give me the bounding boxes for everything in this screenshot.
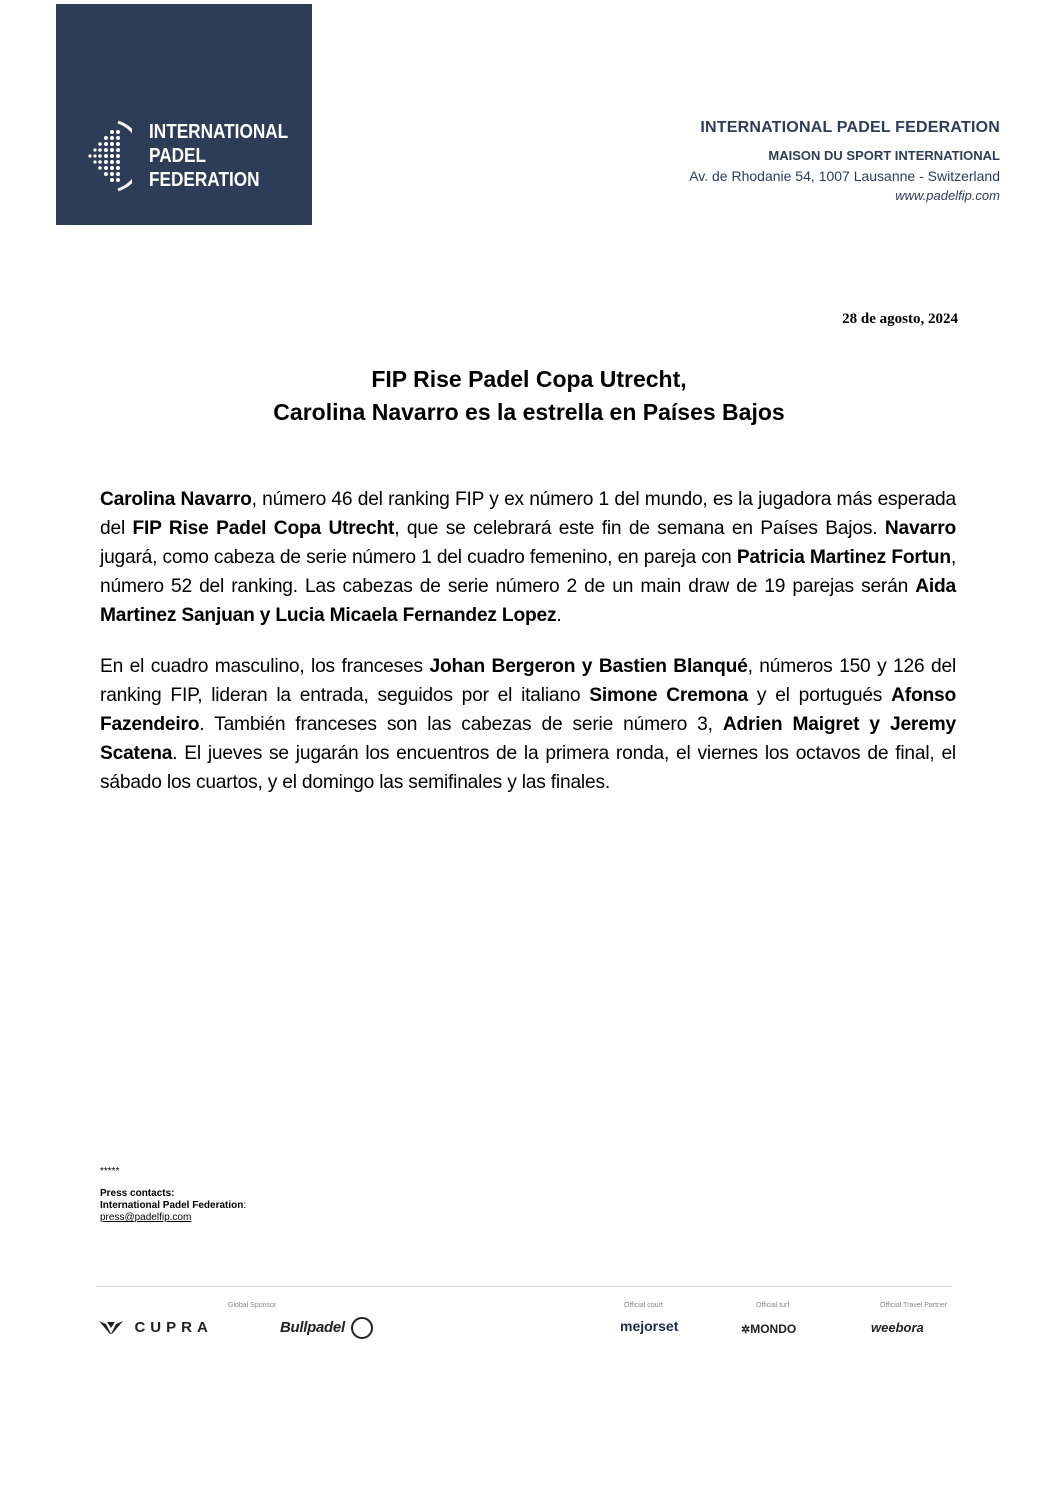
bold-name: Carolina Navarro — [100, 489, 252, 510]
title-line-2: Carolina Navarro es la estrella en Países Bajos — [273, 399, 785, 425]
org-website-link[interactable]: www.padelfip.com — [895, 188, 1000, 203]
contacts-colon: : — [243, 1200, 247, 1211]
bold-name: Adrien Maigret y Jeremy Scatena — [100, 714, 956, 764]
text-run: , números 150 y 126 del ranking FIP, lideran la entrada, seguidos por el italiano — [100, 656, 957, 706]
text-run: , que se celebrará este fin de semana en Países Bajos. — [394, 518, 885, 539]
text-run: . El jueves se jugarán los encuentros de la primera ronda, el viernes los octavos de final, el sábado los cuartos, y el domingo las semifinales y las finales. — [100, 743, 956, 793]
fip-logo-wordmark — [149, 120, 288, 192]
press-contacts — [100, 1166, 246, 1224]
document-date: 28 de agosto, 2024 — [842, 311, 958, 327]
mejorset-logo — [620, 1318, 678, 1336]
caption-official-court: Official court — [624, 1302, 663, 1309]
bullpadel-wordmark: Bullpadel — [280, 1319, 345, 1337]
title-line-1: FIP Rise Padel Copa Utrecht, — [371, 366, 687, 392]
bold-event: FIP Rise Padel Copa Utrecht — [132, 518, 395, 539]
bold-name: Aida Martinez Sanjuan y Lucia Micaela Fernandez Lopez — [100, 576, 956, 626]
logo-line-1: INTERNATIONAL — [149, 121, 289, 143]
fip-logo-block — [56, 4, 312, 225]
article-body — [100, 485, 956, 819]
mondo-wordmark: MONDO — [750, 1322, 797, 1336]
footer-divider — [96, 1286, 952, 1287]
fip-ball-logo-icon — [84, 116, 132, 196]
weebora-logo — [871, 1319, 924, 1337]
bold-name: Simone Cremona — [589, 685, 748, 706]
org-subtitle: MAISON DU SPORT INTERNATIONAL — [768, 148, 1000, 163]
cupra-logo — [98, 1318, 213, 1336]
contacts-org: International Padel Federation — [100, 1200, 244, 1211]
caption-global-sponsor: Global Sponsor — [228, 1302, 277, 1309]
press-release-title — [0, 363, 1058, 429]
separator-stars: ***** — [100, 1166, 120, 1177]
text-run: y el portugués — [748, 685, 892, 706]
cupra-wordmark: CUPRA — [134, 1318, 213, 1336]
bullpadel-logo — [280, 1317, 373, 1339]
mondo-mark-icon: ✲ — [741, 1324, 751, 1336]
text-run: . También franceses son las cabezas de serie número 3, — [199, 714, 723, 735]
cupra-emblem-icon — [98, 1318, 124, 1336]
text-run: En el cuadro masculino, los franceses — [100, 656, 430, 677]
paragraph-1 — [100, 485, 956, 630]
press-email-link[interactable]: press@padelfip.com — [100, 1212, 192, 1223]
logo-line-3: FEDERATION — [149, 169, 260, 191]
org-address: Av. de Rhodanie 54, 1007 Lausanne - Switzerland — [689, 168, 1000, 184]
bullpadel-emblem-icon — [351, 1317, 373, 1339]
mondo-logo — [741, 1320, 796, 1338]
paragraph-2 — [100, 652, 956, 797]
mejorset-wordmark: mejorset — [620, 1318, 679, 1334]
bold-name: Afonso Fazendeiro — [100, 685, 956, 735]
text-run: jugará, como cabeza de serie número 1 del cuadro femenino, en pareja con — [100, 547, 737, 568]
bold-name: Navarro — [884, 518, 956, 539]
text-run: . — [556, 605, 562, 626]
weebora-wordmark: weebora — [871, 1320, 924, 1335]
text-run: , número 46 del ranking FIP y ex número 1 del mundo, es la jugadora más esperada del — [100, 489, 956, 539]
text-run: , número 52 del ranking. Las cabezas de serie número 2 de un main draw de 19 parejas serán — [100, 547, 956, 597]
letterhead-address — [689, 118, 1000, 206]
caption-official-turf: Official turf — [756, 1302, 790, 1309]
contacts-label: Press contacts: — [100, 1188, 175, 1199]
bold-name: Johan Bergeron y Bastien Blanqué — [429, 656, 748, 677]
caption-travel-partner: Official Travel Partner — [880, 1302, 948, 1309]
bold-name: Patricia Martinez Fortun — [736, 547, 951, 568]
logo-line-2: PADEL — [149, 145, 207, 167]
org-name: INTERNATIONAL PADEL FEDERATION — [700, 119, 1000, 136]
